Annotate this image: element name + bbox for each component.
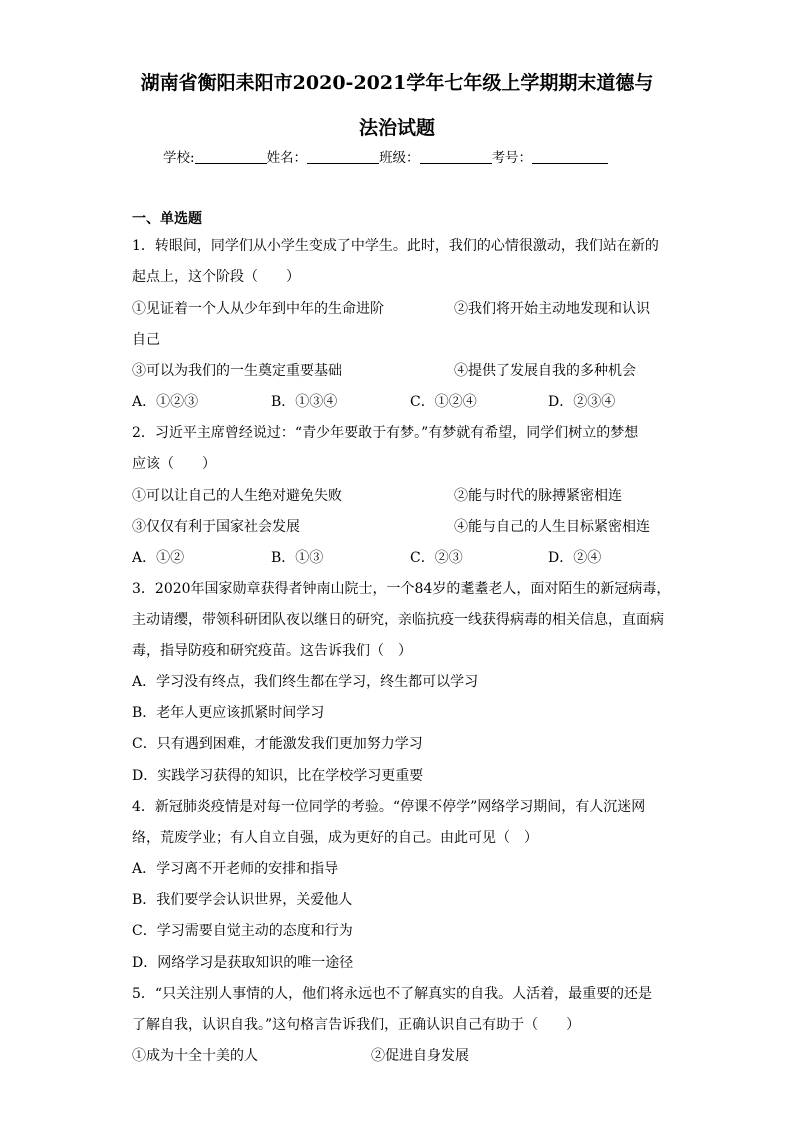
student-info-row (163, 146, 608, 166)
q3-option-a: A．学习没有终点，我们终生都在学习，终生都可以学习 (132, 674, 479, 690)
q1-option-b: B．①③④ (271, 394, 338, 410)
name-label: 姓名： (266, 150, 308, 166)
q5-statement-2: ②促进自身发展 (371, 1048, 469, 1064)
q2-statement-1: ①可以让自己的人生绝对避免失败 (132, 488, 342, 504)
q1-option-a: A．①②③ (132, 394, 199, 410)
school-blank (195, 149, 267, 164)
q3-option-b: B．老年人更应该抓紧时间学习 (132, 705, 325, 721)
q2-stem-line2: 应该（ ） (132, 456, 216, 472)
q2-statement-4: ④能与自己的人生目标紧密相连 (454, 519, 650, 535)
q5-stem-line2: 了解自我，认识自我。”这句格言告诉我们，正确认识自己有助于（ ） (132, 1017, 581, 1033)
q4-option-c: C．学习需要自觉主动的态度和行为 (132, 923, 353, 939)
q1-statement-4: ④提供了发展自我的多种机会 (454, 363, 636, 379)
q4-stem-line2: 络，荒废学业；有人自立自强，成为更好的自己。由此可见（ ） (132, 830, 538, 846)
q1-statement-2: ②我们将开始主动地发现和认识 (454, 301, 650, 317)
q2-statement-3: ③仅仅有利于国家社会发展 (132, 519, 300, 535)
q1-stem-line2: 起点上，这个阶段（ ） (132, 269, 300, 285)
exam-no-blank (532, 149, 608, 164)
q3-option-d: D．实践学习获得的知识，比在学校学习更重要 (132, 768, 424, 784)
q3-stem-line1: 3．2020年国家勋章获得者钟南山院士，一个84岁的耄耋老人，面对陌生的新冠病毒， (132, 581, 671, 597)
q3-stem-line3: 毒，指导防疫和研究疫苗。这告诉我们（ ） (132, 643, 412, 659)
exam-no-label: 考号： (491, 150, 533, 166)
q2-option-b: B．①③ (271, 550, 324, 566)
q5-statement-1: ①成为十全十美的人 (132, 1048, 258, 1064)
q1-option-d: D．②③④ (548, 394, 616, 410)
q3-stem-line2: 主动请缨，带领科研团队夜以继日的研究，亲临抗疫一线获得病毒的相关信息，直面病 (132, 612, 664, 628)
q4-option-a: A．学习离不开老师的安排和指导 (132, 861, 339, 877)
q1-statement-1: ①见证着一个人从少年到中年的生命进阶 (132, 301, 384, 317)
q4-option-d: D．网络学习是获取知识的唯一途径 (132, 955, 354, 971)
q2-option-a: A．①② (132, 550, 185, 566)
q3-option-c: C．只有遇到困难，才能激发我们更加努力学习 (132, 736, 423, 752)
q5-stem-line1: 5．“只关注别人事情的人，他们将永远也不了解真实的自我。人活着，最重要的还是 (132, 986, 653, 1002)
q2-option-c: C．②③ (410, 550, 463, 566)
class-blank (420, 149, 492, 164)
q4-stem-line1: 4．新冠肺炎疫情是对每一位同学的考验。“停课不停学”网络学习期间，有人沉迷网 (132, 799, 646, 815)
exam-title-line2: 法治试题 (358, 117, 435, 139)
q2-option-d: D．②④ (548, 550, 602, 566)
q4-option-b: B．我们要学会认识世界，关爱他人 (132, 892, 353, 908)
q1-statement-3: ③可以为我们的一生奠定重要基础 (132, 363, 342, 379)
name-blank (307, 149, 379, 164)
q1-statement-2-cont: 自己 (132, 332, 160, 348)
school-label: 学校: (163, 150, 195, 166)
class-label: 班级： (379, 150, 420, 166)
q1-option-c: C．①②④ (410, 394, 477, 410)
q1-stem-line1: 1．转眼间，同学们从小学生变成了中学生。此时，我们的心情很激动，我们站在新的 (132, 238, 659, 254)
q2-statement-2: ②能与时代的脉搏紧密相连 (454, 488, 622, 504)
q2-stem-line1: 2．习近平主席曾经说过：“青少年要敢于有梦。”有梦就有希望，同学们树立的梦想 (132, 425, 639, 441)
exam-title-line1: 湖南省衡阳耒阳市2020-2021学年七年级上学期期末道德与 (140, 72, 654, 94)
section-heading: 一、单选题 (132, 211, 202, 227)
